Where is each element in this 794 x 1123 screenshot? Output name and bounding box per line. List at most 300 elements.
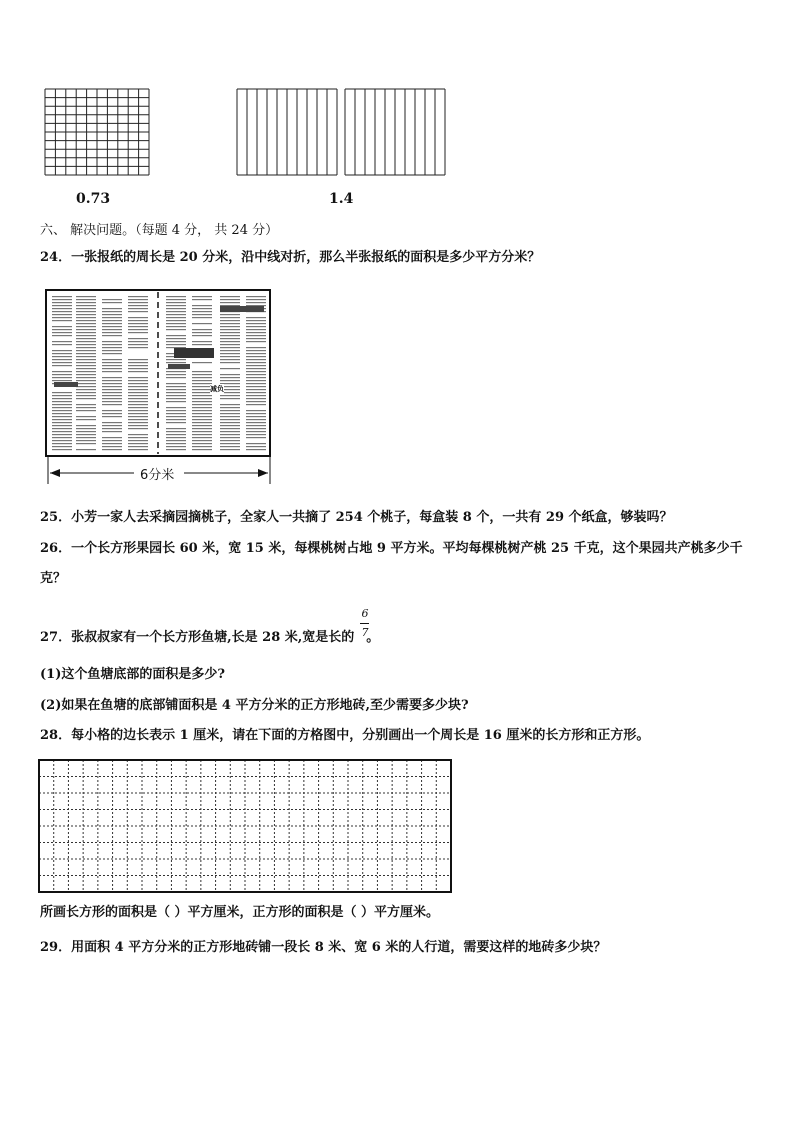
news-text-line xyxy=(220,356,240,357)
news-text-line xyxy=(220,299,240,300)
news-text-line xyxy=(76,362,96,363)
news-text-line xyxy=(246,446,266,447)
news-text-line xyxy=(128,410,148,411)
news-text-line xyxy=(128,398,148,399)
news-text-line xyxy=(220,326,240,327)
news-text-line xyxy=(166,398,186,399)
news-text-line xyxy=(246,398,266,399)
news-text-line xyxy=(102,410,122,411)
news-text-line xyxy=(76,398,96,399)
news-text-line xyxy=(76,356,96,357)
news-text-line xyxy=(128,377,148,378)
news-text-line xyxy=(76,371,96,372)
news-text-line xyxy=(192,401,212,402)
news-text-line xyxy=(52,374,72,375)
news-text-line xyxy=(52,365,72,366)
news-text-line xyxy=(166,419,186,420)
news-text-line xyxy=(76,338,96,339)
news-text-line xyxy=(246,383,266,384)
news-text-line xyxy=(192,440,212,441)
news-text-line xyxy=(220,377,240,378)
news-text-line xyxy=(246,410,266,411)
strips-figure-left xyxy=(236,88,338,176)
news-text-line xyxy=(246,431,266,432)
news-text-line xyxy=(192,431,212,432)
news-text-line xyxy=(128,371,148,372)
news-text-line xyxy=(192,419,212,420)
news-text-line xyxy=(128,437,148,438)
news-text-line xyxy=(166,437,186,438)
news-text-line xyxy=(128,422,148,423)
news-text-line xyxy=(192,335,212,336)
news-text-line xyxy=(220,428,240,429)
news-text-line xyxy=(76,368,96,369)
news-text-line xyxy=(102,353,122,354)
news-text-line xyxy=(52,443,72,444)
news-text-line xyxy=(192,443,212,444)
news-text-line xyxy=(52,413,72,414)
news-text-line xyxy=(192,341,212,342)
news-text-line xyxy=(128,311,148,312)
news-text-line xyxy=(220,410,240,411)
news-text-line xyxy=(220,395,240,396)
news-text-line xyxy=(128,392,148,393)
news-text-line xyxy=(76,434,96,435)
news-text-line xyxy=(128,344,148,345)
news-text-line xyxy=(246,368,266,369)
news-text-line xyxy=(192,413,212,414)
news-text-line xyxy=(128,320,148,321)
section-title: 六、 解决问题。（每题 4 分， 共 24 分） xyxy=(40,223,279,238)
news-text-line xyxy=(52,449,72,450)
news-text-line xyxy=(220,344,240,345)
news-text-line xyxy=(220,347,240,348)
fraction-bar xyxy=(360,623,369,624)
news-text-line xyxy=(166,311,186,312)
news-text-line xyxy=(192,386,212,387)
news-text-line xyxy=(166,296,186,297)
news-text-line xyxy=(220,341,240,342)
news-text-line xyxy=(220,437,240,438)
question-29: 29．用面积 4 平方分米的正方形地砖铺一段长 8 米、宽 6 米的人行道，需要这样的地砖多少块？ xyxy=(40,940,607,955)
news-text-line xyxy=(52,371,72,372)
news-text-line xyxy=(166,314,186,315)
news-text-line xyxy=(246,317,266,318)
news-text-line xyxy=(220,323,240,324)
news-text-line xyxy=(102,377,122,378)
news-text-line xyxy=(128,386,148,387)
news-text-line xyxy=(246,347,266,348)
news-text-line xyxy=(128,434,148,435)
news-text-line xyxy=(52,398,72,399)
news-text-line xyxy=(246,413,266,414)
news-text-line xyxy=(76,335,96,336)
news-text-line xyxy=(76,308,96,309)
news-text-line xyxy=(102,380,122,381)
news-text-line xyxy=(192,410,212,411)
news-text-line xyxy=(128,341,148,342)
news-text-line xyxy=(192,428,212,429)
news-text-line xyxy=(76,359,96,360)
news-text-line xyxy=(76,299,96,300)
news-text-line xyxy=(128,365,148,366)
news-text-line xyxy=(192,377,212,378)
news-text-line xyxy=(220,449,240,450)
news-text-line xyxy=(192,434,212,435)
news-text-line xyxy=(192,299,212,300)
news-text-line xyxy=(52,377,72,378)
news-text-line xyxy=(76,329,96,330)
news-text-line xyxy=(246,326,266,327)
news-text-line xyxy=(192,395,212,396)
news-text-line xyxy=(192,425,212,426)
news-text-line xyxy=(102,350,122,351)
news-text-line xyxy=(246,443,266,444)
news-text-line xyxy=(220,353,240,354)
news-text-line xyxy=(166,335,186,336)
news-text-line xyxy=(102,359,122,360)
news-text-line xyxy=(246,437,266,438)
news-text-line xyxy=(52,431,72,432)
news-text-line xyxy=(192,308,212,309)
news-text-line xyxy=(166,374,186,375)
news-text-line xyxy=(220,320,240,321)
news-text-line xyxy=(76,443,96,444)
news-text-line xyxy=(220,359,240,360)
news-text-line xyxy=(166,377,186,378)
news-text-line xyxy=(246,449,266,450)
news-text-line xyxy=(76,437,96,438)
news-text-line xyxy=(52,404,72,405)
news-text-line xyxy=(128,380,148,381)
news-text-line xyxy=(166,401,186,402)
news-text-line xyxy=(166,431,186,432)
news-text-line xyxy=(128,389,148,390)
news-text-line xyxy=(192,383,212,384)
news-text-line xyxy=(220,350,240,351)
news-text-line xyxy=(76,377,96,378)
news-text-line xyxy=(166,308,186,309)
news-text-line xyxy=(192,389,212,390)
news-text-line xyxy=(192,314,212,315)
news-text-line xyxy=(52,311,72,312)
news-text-line xyxy=(220,296,240,297)
news-text-line xyxy=(166,344,186,345)
news-text-line xyxy=(52,332,72,333)
news-text-line xyxy=(76,380,96,381)
news-text-line xyxy=(76,341,96,342)
news-text-line xyxy=(166,389,186,390)
news-text-line xyxy=(220,440,240,441)
news-text-line xyxy=(102,428,122,429)
news-text-line xyxy=(76,302,96,303)
news-text-line xyxy=(246,434,266,435)
news-text-line xyxy=(102,362,122,363)
news-text-line xyxy=(52,317,72,318)
news-text-line xyxy=(76,404,96,405)
news-text-line xyxy=(246,371,266,372)
news-text-line xyxy=(246,395,266,396)
news-text-line xyxy=(76,311,96,312)
news-text-line xyxy=(246,359,266,360)
news-text-line xyxy=(102,401,122,402)
news-text-line xyxy=(102,323,122,324)
news-text-line xyxy=(246,302,266,303)
news-text-line xyxy=(102,368,122,369)
news-text-line xyxy=(102,398,122,399)
news-text-line xyxy=(76,416,96,417)
news-text-line xyxy=(192,422,212,423)
news-text-line xyxy=(52,329,72,330)
news-text-line xyxy=(220,374,240,375)
news-text-line xyxy=(102,329,122,330)
news-text-line xyxy=(76,344,96,345)
news-text-line xyxy=(128,428,148,429)
news-text-line xyxy=(246,389,266,390)
news-text-line xyxy=(76,350,96,351)
news-text-line xyxy=(192,317,212,318)
question-27-text: 27．张叔叔家有一个长方形鱼塘,长是 28 米,宽是长的 xyxy=(40,630,355,645)
news-text-line xyxy=(76,314,96,315)
news-text-line xyxy=(102,386,122,387)
news-text-line xyxy=(76,323,96,324)
question-28: 28．每小格的边长表示 1 厘米，请在下面的方格图中，分别画出一个周长是 16 厘米的长方形和正方形。 xyxy=(40,728,650,743)
news-text-line xyxy=(128,446,148,447)
news-text-line xyxy=(220,314,240,315)
news-text-line xyxy=(52,359,72,360)
news-text-line xyxy=(246,392,266,393)
news-text-line xyxy=(246,419,266,420)
news-text-line xyxy=(246,425,266,426)
news-text-line xyxy=(128,362,148,363)
news-text-line xyxy=(166,428,186,429)
news-text-line xyxy=(192,296,212,297)
news-text-line xyxy=(102,365,122,366)
news-text-line xyxy=(102,440,122,441)
news-text-line xyxy=(220,425,240,426)
news-text-line xyxy=(76,407,96,408)
news-text-line xyxy=(220,446,240,447)
fraction-denominator: 7 xyxy=(361,626,369,639)
news-text-line xyxy=(102,302,122,303)
newspaper-width-label: 6分米 xyxy=(140,468,175,483)
news-text-line xyxy=(76,296,96,297)
news-text-line xyxy=(52,446,72,447)
news-text-line xyxy=(102,320,122,321)
news-text-line xyxy=(128,332,148,333)
news-text-line xyxy=(166,341,186,342)
news-text-line xyxy=(192,332,212,333)
news-text-line xyxy=(102,341,122,342)
news-text-line xyxy=(76,419,96,420)
news-text-line xyxy=(128,338,148,339)
news-text-line xyxy=(166,299,186,300)
news-text-line xyxy=(192,329,212,330)
news-text-line xyxy=(52,419,72,420)
news-text-line xyxy=(128,443,148,444)
news-text-line xyxy=(166,317,186,318)
news-text-line xyxy=(102,404,122,405)
news-text-line xyxy=(52,305,72,306)
question-27-sub1: (1)这个鱼塘底部的面积是多少? xyxy=(40,667,225,682)
news-text-line xyxy=(246,335,266,336)
news-text-line xyxy=(128,440,148,441)
question-27-sub2: (2)如果在鱼塘的底部铺面积是 4 平方分米的正方形地砖,至少需要多少块? xyxy=(40,698,469,713)
news-text-line xyxy=(128,329,148,330)
news-text-line xyxy=(76,410,96,411)
news-text-line xyxy=(192,398,212,399)
news-text-line xyxy=(246,401,266,402)
news-text-line xyxy=(102,299,122,300)
news-text-line xyxy=(192,407,212,408)
news-text-line xyxy=(128,326,148,327)
news-text-line xyxy=(246,362,266,363)
news-text-line xyxy=(166,386,186,387)
hundred-grid-figure xyxy=(44,88,150,176)
news-text-line xyxy=(192,437,212,438)
news-text-line xyxy=(166,410,186,411)
news-text-line xyxy=(220,317,240,318)
news-text-line xyxy=(246,341,266,342)
news-text-line xyxy=(246,353,266,354)
news-text-line xyxy=(102,449,122,450)
news-text-line xyxy=(76,326,96,327)
news-text-line xyxy=(128,359,148,360)
news-text-line xyxy=(220,335,240,336)
news-text-line xyxy=(192,371,212,372)
news-text-line xyxy=(220,413,240,414)
news-text-line xyxy=(128,407,148,408)
news-text-line xyxy=(128,305,148,306)
news-text-line xyxy=(52,416,72,417)
question-27 xyxy=(40,626,380,647)
news-text-line xyxy=(128,401,148,402)
news-text-line xyxy=(52,410,72,411)
news-text-line xyxy=(166,416,186,417)
fraction-numerator: 6 xyxy=(361,607,369,620)
news-image-block xyxy=(174,348,214,358)
news-text-line xyxy=(166,392,186,393)
news-text-line xyxy=(102,347,122,348)
news-text-line xyxy=(52,437,72,438)
news-text-line xyxy=(166,302,186,303)
news-text-line xyxy=(52,353,72,354)
news-text-line xyxy=(128,347,148,348)
news-text-line xyxy=(246,374,266,375)
news-text-line xyxy=(246,386,266,387)
news-text-line xyxy=(220,329,240,330)
news-text-line xyxy=(246,365,266,366)
news-text-line xyxy=(246,338,266,339)
news-text-line xyxy=(52,350,72,351)
news-text-line xyxy=(102,314,122,315)
news-text-line xyxy=(128,449,148,450)
news-text-line xyxy=(192,446,212,447)
news-text-line xyxy=(128,395,148,396)
news-text-line xyxy=(192,380,212,381)
news-text-line xyxy=(52,380,72,381)
news-text-line xyxy=(166,443,186,444)
grid-value-label: 0.73 xyxy=(76,191,111,207)
news-text-line xyxy=(246,350,266,351)
news-text-line xyxy=(166,326,186,327)
news-text-line xyxy=(246,296,266,297)
news-text-line xyxy=(166,422,186,423)
news-text-line xyxy=(246,377,266,378)
news-text-line xyxy=(76,440,96,441)
news-text-line xyxy=(52,320,72,321)
news-text-line xyxy=(128,383,148,384)
news-text-line xyxy=(192,374,212,375)
strips-value-label: 1.4 xyxy=(329,191,354,207)
news-text-line xyxy=(166,446,186,447)
news-text-line xyxy=(52,326,72,327)
news-text-line xyxy=(102,392,122,393)
news-text-line xyxy=(166,449,186,450)
question-26-line2: 克？ xyxy=(40,571,67,586)
news-text-line xyxy=(166,383,186,384)
news-text-line xyxy=(52,356,72,357)
news-text-line xyxy=(102,317,122,318)
news-text-line xyxy=(220,338,240,339)
news-text-line xyxy=(76,320,96,321)
news-text-line xyxy=(166,329,186,330)
news-text-line xyxy=(102,335,122,336)
news-text-line xyxy=(52,434,72,435)
news-text-line xyxy=(76,389,96,390)
news-text-line xyxy=(52,425,72,426)
news-text-line xyxy=(102,416,122,417)
news-text-line xyxy=(52,407,72,408)
news-text-line xyxy=(76,431,96,432)
news-text-line xyxy=(220,443,240,444)
news-text-line xyxy=(76,305,96,306)
news-text-line xyxy=(76,386,96,387)
news-heading-block xyxy=(54,382,78,387)
news-text-line xyxy=(220,419,240,420)
news-text-line xyxy=(220,302,240,303)
news-text-line xyxy=(220,404,240,405)
news-text-line xyxy=(128,416,148,417)
news-text-line xyxy=(52,296,72,297)
strips-figure-right xyxy=(344,88,446,176)
news-text-line xyxy=(102,308,122,309)
question-27-end: 。 xyxy=(366,630,380,645)
news-text-line xyxy=(166,407,186,408)
news-text-line xyxy=(52,362,72,363)
news-text-line xyxy=(102,431,122,432)
news-text-line xyxy=(192,404,212,405)
news-text-line xyxy=(166,362,186,363)
news-text-line xyxy=(52,422,72,423)
news-text-line xyxy=(102,389,122,390)
news-text-line xyxy=(52,335,72,336)
news-text-line xyxy=(128,323,148,324)
news-text-line xyxy=(128,296,148,297)
news-text-line xyxy=(192,392,212,393)
news-text-line xyxy=(220,398,240,399)
news-text-line xyxy=(52,440,72,441)
news-text-line xyxy=(102,443,122,444)
news-text-line xyxy=(246,428,266,429)
news-text-line xyxy=(128,425,148,426)
news-text-line xyxy=(246,320,266,321)
news-text-line xyxy=(102,371,122,372)
news-text-line xyxy=(76,332,96,333)
news-text-line xyxy=(102,395,122,396)
newspaper-figure xyxy=(44,288,284,488)
news-text-line xyxy=(166,440,186,441)
